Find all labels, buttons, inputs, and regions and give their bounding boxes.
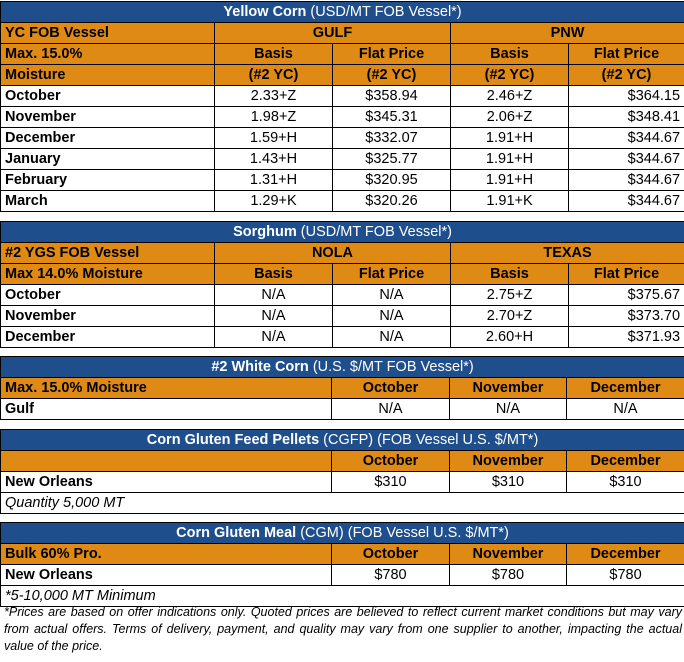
- cgm-table: [0, 522, 684, 607]
- yc-region-gulf: GULF: [215, 23, 451, 44]
- cgm-left-head: Bulk 60% Pro.: [1, 544, 332, 565]
- yc-col-sub: (#2 YC): [451, 65, 569, 86]
- yc-col-sub: (#2 YC): [215, 65, 333, 86]
- sorghum-table: [0, 221, 684, 348]
- cell: $344.67: [569, 170, 684, 191]
- cell: N/A: [333, 285, 451, 306]
- yc-col-flat: Flat Price: [333, 44, 451, 65]
- cell: 1.91+H: [451, 149, 569, 170]
- table-row: [1, 285, 684, 306]
- cell: 1.91+H: [451, 128, 569, 149]
- cell: N/A: [333, 327, 451, 348]
- cell: $375.67: [569, 285, 684, 306]
- cell: $371.93: [569, 327, 684, 348]
- yc-col-flat: Flat Price: [569, 44, 684, 65]
- row-label: New Orleans: [1, 565, 332, 586]
- cgfp-month: December: [567, 451, 684, 472]
- cell: $320.26: [333, 191, 451, 212]
- cell: $332.07: [333, 128, 451, 149]
- yellow-corn-title: Yellow Corn (USD/MT FOB Vessel*): [1, 2, 684, 23]
- yc-col-basis: Basis: [215, 44, 333, 65]
- cell: $344.67: [569, 191, 684, 212]
- sorghum-title: Sorghum (USD/MT FOB Vessel*): [1, 222, 684, 243]
- cell: $310: [450, 472, 567, 493]
- white-corn-title: #2 White Corn (U.S. $/MT FOB Vessel*): [1, 357, 684, 378]
- wc-left-head: Max. 15.0% Moisture: [1, 378, 332, 399]
- cell: $320.95: [333, 170, 451, 191]
- cgm-month: December: [567, 544, 684, 565]
- cgfp-note: Quantity 5,000 MT: [1, 493, 684, 514]
- cell: $345.31: [333, 107, 451, 128]
- cell: 1.91+K: [451, 191, 569, 212]
- row-label: October: [1, 86, 215, 107]
- cell: 2.06+Z: [451, 107, 569, 128]
- cell: N/A: [567, 399, 684, 420]
- cell: $364.15: [569, 86, 684, 107]
- row-label: November: [1, 306, 215, 327]
- yc-left-head-1: YC FOB Vessel: [1, 23, 215, 44]
- sg-col-basis: Basis: [451, 264, 569, 285]
- cell: 1.29+K: [215, 191, 333, 212]
- cell: 1.91+H: [451, 170, 569, 191]
- sg-left-head-2: Max 14.0% Moisture: [1, 264, 215, 285]
- yc-col-sub: (#2 YC): [569, 65, 684, 86]
- row-label: November: [1, 107, 215, 128]
- row-label: Gulf: [1, 399, 332, 420]
- wc-month: December: [567, 378, 684, 399]
- row-label: December: [1, 327, 215, 348]
- cgfp-month: November: [450, 451, 567, 472]
- cell: $344.67: [569, 128, 684, 149]
- table-row: [1, 472, 684, 493]
- cell: N/A: [450, 399, 567, 420]
- cell: N/A: [215, 285, 333, 306]
- cell: $348.41: [569, 107, 684, 128]
- cgfp-table: [0, 429, 684, 514]
- yc-left-head-2: Max. 15.0%: [1, 44, 215, 65]
- yc-left-head-3: Moisture: [1, 65, 215, 86]
- wc-month: November: [450, 378, 567, 399]
- cell: 1.43+H: [215, 149, 333, 170]
- cell: $358.94: [333, 86, 451, 107]
- cell: N/A: [332, 399, 450, 420]
- sg-region-nola: NOLA: [215, 243, 451, 264]
- table-row: [1, 327, 684, 348]
- cell: 2.60+H: [451, 327, 569, 348]
- footnote: *Prices are based on offer indications only. Quoted prices are believed to reflect current market conditions but may vary from actual offers. Terms of delivery, payment, and quality may vary from one supplier to another, impacting the actual value of the price.: [4, 605, 682, 653]
- cell: 1.59+H: [215, 128, 333, 149]
- row-label: October: [1, 285, 215, 306]
- cell: $373.70: [569, 306, 684, 327]
- table-row: [1, 86, 684, 107]
- cell: N/A: [215, 306, 333, 327]
- cgfp-left-head: [1, 451, 332, 472]
- row-label: January: [1, 149, 215, 170]
- cgfp-month: October: [332, 451, 450, 472]
- yellow-corn-table: [0, 1, 684, 212]
- cell: N/A: [333, 306, 451, 327]
- cell: 1.31+H: [215, 170, 333, 191]
- wc-month: October: [332, 378, 450, 399]
- table-row: [1, 191, 684, 212]
- cell: 2.33+Z: [215, 86, 333, 107]
- cell: $325.77: [333, 149, 451, 170]
- sg-left-head-1: #2 YGS FOB Vessel: [1, 243, 215, 264]
- cell: $780: [450, 565, 567, 586]
- cell: $344.67: [569, 149, 684, 170]
- table-row: [1, 170, 684, 191]
- cell: 2.75+Z: [451, 285, 569, 306]
- cgm-month: November: [450, 544, 567, 565]
- table-row: [1, 399, 684, 420]
- cell: 2.46+Z: [451, 86, 569, 107]
- cell: N/A: [215, 327, 333, 348]
- cgm-title: Corn Gluten Meal (CGM) (FOB Vessel U.S. $/MT*): [1, 523, 684, 544]
- row-label: December: [1, 128, 215, 149]
- cgfp-title: Corn Gluten Feed Pellets (CGFP) (FOB Vessel U.S. $/MT*): [1, 430, 684, 451]
- cell: 2.70+Z: [451, 306, 569, 327]
- table-row: [1, 107, 684, 128]
- yc-col-sub: (#2 YC): [333, 65, 451, 86]
- sg-col-flat: Flat Price: [569, 264, 684, 285]
- cgm-month: October: [332, 544, 450, 565]
- cell: $780: [332, 565, 450, 586]
- row-label: March: [1, 191, 215, 212]
- sg-region-texas: TEXAS: [451, 243, 684, 264]
- table-row: [1, 565, 684, 586]
- row-label: New Orleans: [1, 472, 332, 493]
- sg-col-basis: Basis: [215, 264, 333, 285]
- row-label: February: [1, 170, 215, 191]
- cgm-note: *5-10,000 MT Minimum: [1, 586, 684, 607]
- cell: $310: [567, 472, 684, 493]
- cell: $780: [567, 565, 684, 586]
- table-row: [1, 149, 684, 170]
- white-corn-table: [0, 356, 684, 420]
- yc-region-pnw: PNW: [451, 23, 684, 44]
- cell: $310: [332, 472, 450, 493]
- yc-col-basis: Basis: [451, 44, 569, 65]
- sg-col-flat: Flat Price: [333, 264, 451, 285]
- table-row: [1, 306, 684, 327]
- table-row: [1, 128, 684, 149]
- cell: 1.98+Z: [215, 107, 333, 128]
